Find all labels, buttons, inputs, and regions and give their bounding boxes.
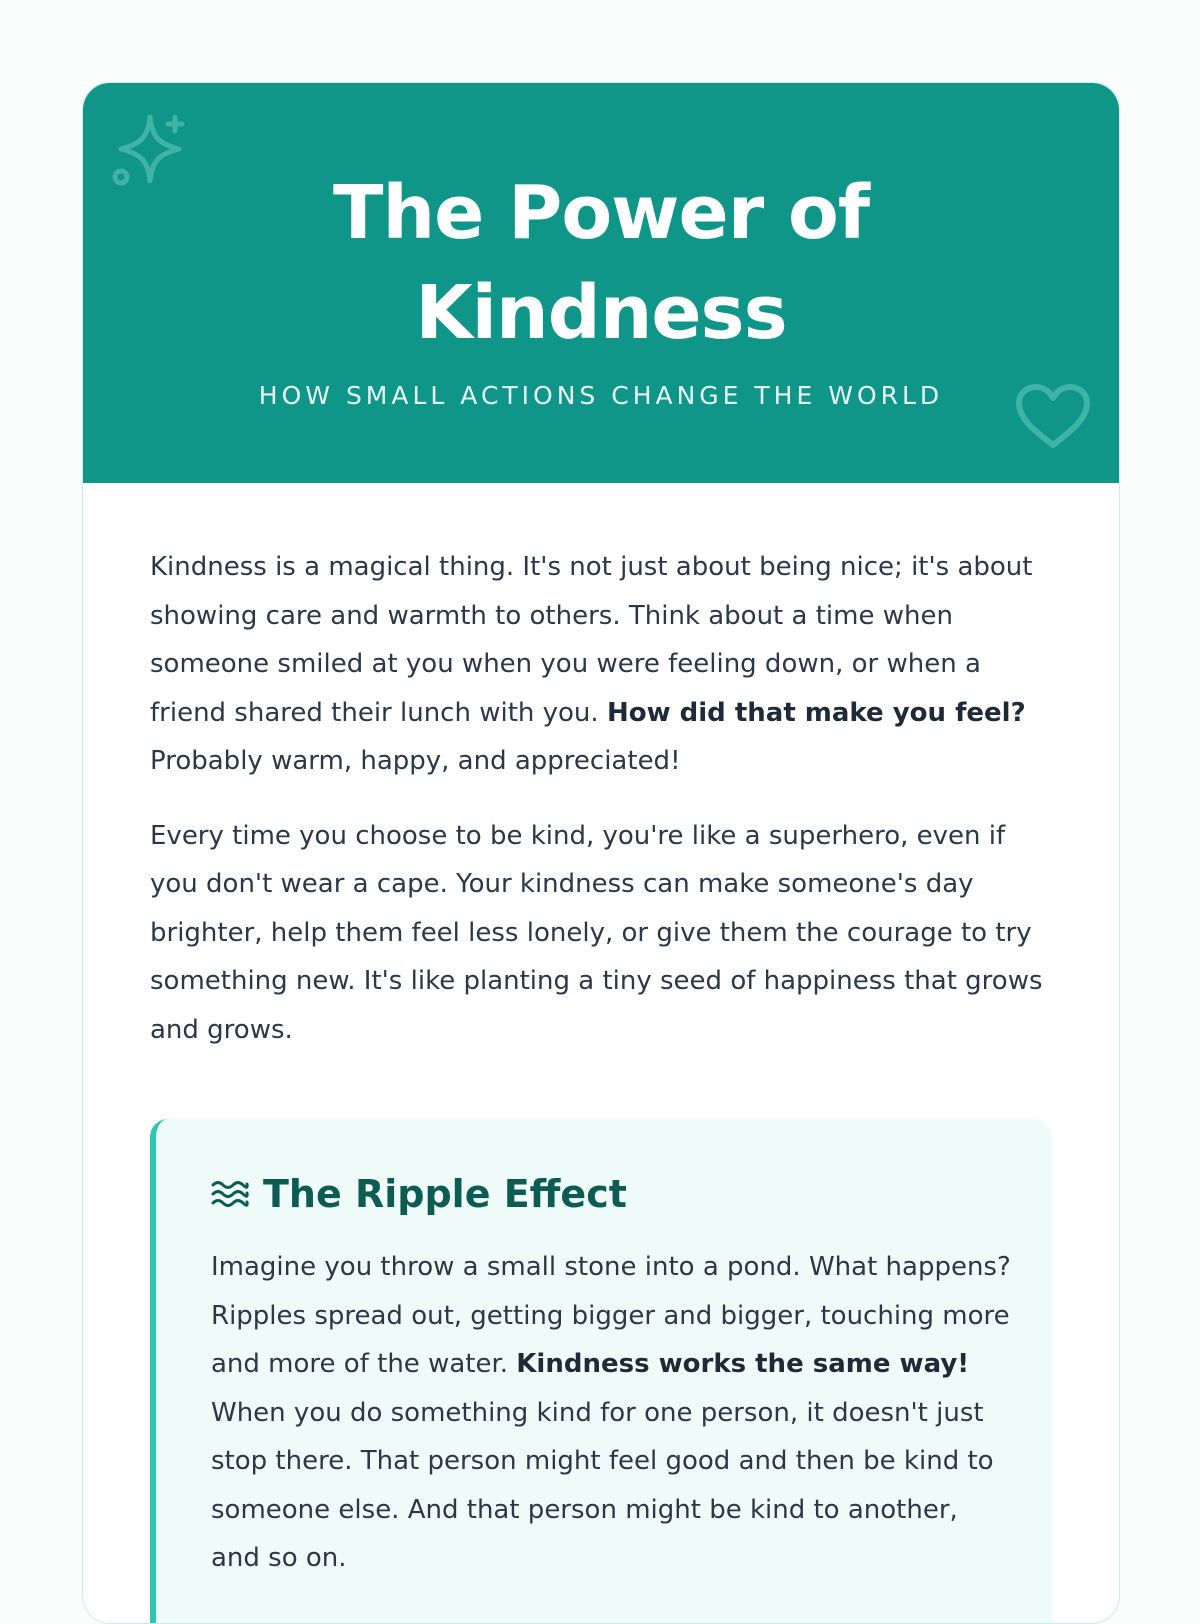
waves-icon	[211, 1179, 249, 1209]
intro-paragraph-2: Every time you choose to be kind, you're like a superhero, even if you don't wear a cape. Your kindness can make someone's day brighter, help them feel less lonely, or give them the courage to try something new. It's like planting a tiny seed of happiness that grows and grows.	[150, 820, 1043, 1045]
intro-p1-after: Probably warm, happy, and appreciated!	[150, 746, 681, 776]
intro-p1-bold: How did that make you feel?	[606, 697, 1026, 728]
ripple-effect-callout	[150, 1119, 1052, 1624]
callout-body-text: Imagine you throw a small stone into a pond. What happens? Ripples spread out, getting bigger and bigger, touching more and more of the water.	[211, 1252, 1011, 1379]
callout-body-after: When you do something kind for one person, it doesn't just stop there. That person might feel good and then be kind to someone else. And that person might be kind to another, and so on.	[211, 1397, 994, 1573]
hero-banner	[83, 83, 1119, 483]
article-card	[82, 82, 1120, 1624]
callout-body	[211, 1243, 1011, 1583]
callout-title: The Ripple Effect	[263, 1172, 627, 1216]
intro-paragraph-1	[150, 543, 1050, 786]
article-body	[150, 543, 1050, 1080]
title-line-1: The Power of	[332, 170, 870, 256]
intro-p1-text: Kindness is a magical thing. It's not just about being nice; it's about showing care and warmth to others. Think about a time when someone smiled at you when you were feeling down, or when a friend shared their lunch with you.	[150, 552, 1033, 728]
callout-body-bold: Kindness works the same way!	[516, 1349, 970, 1379]
title-line-2: Kindness	[415, 270, 787, 356]
page-title	[83, 163, 1119, 363]
callout-header	[211, 1171, 627, 1217]
page-subtitle: HOW SMALL ACTIONS CHANGE THE WORLD	[258, 381, 944, 410]
